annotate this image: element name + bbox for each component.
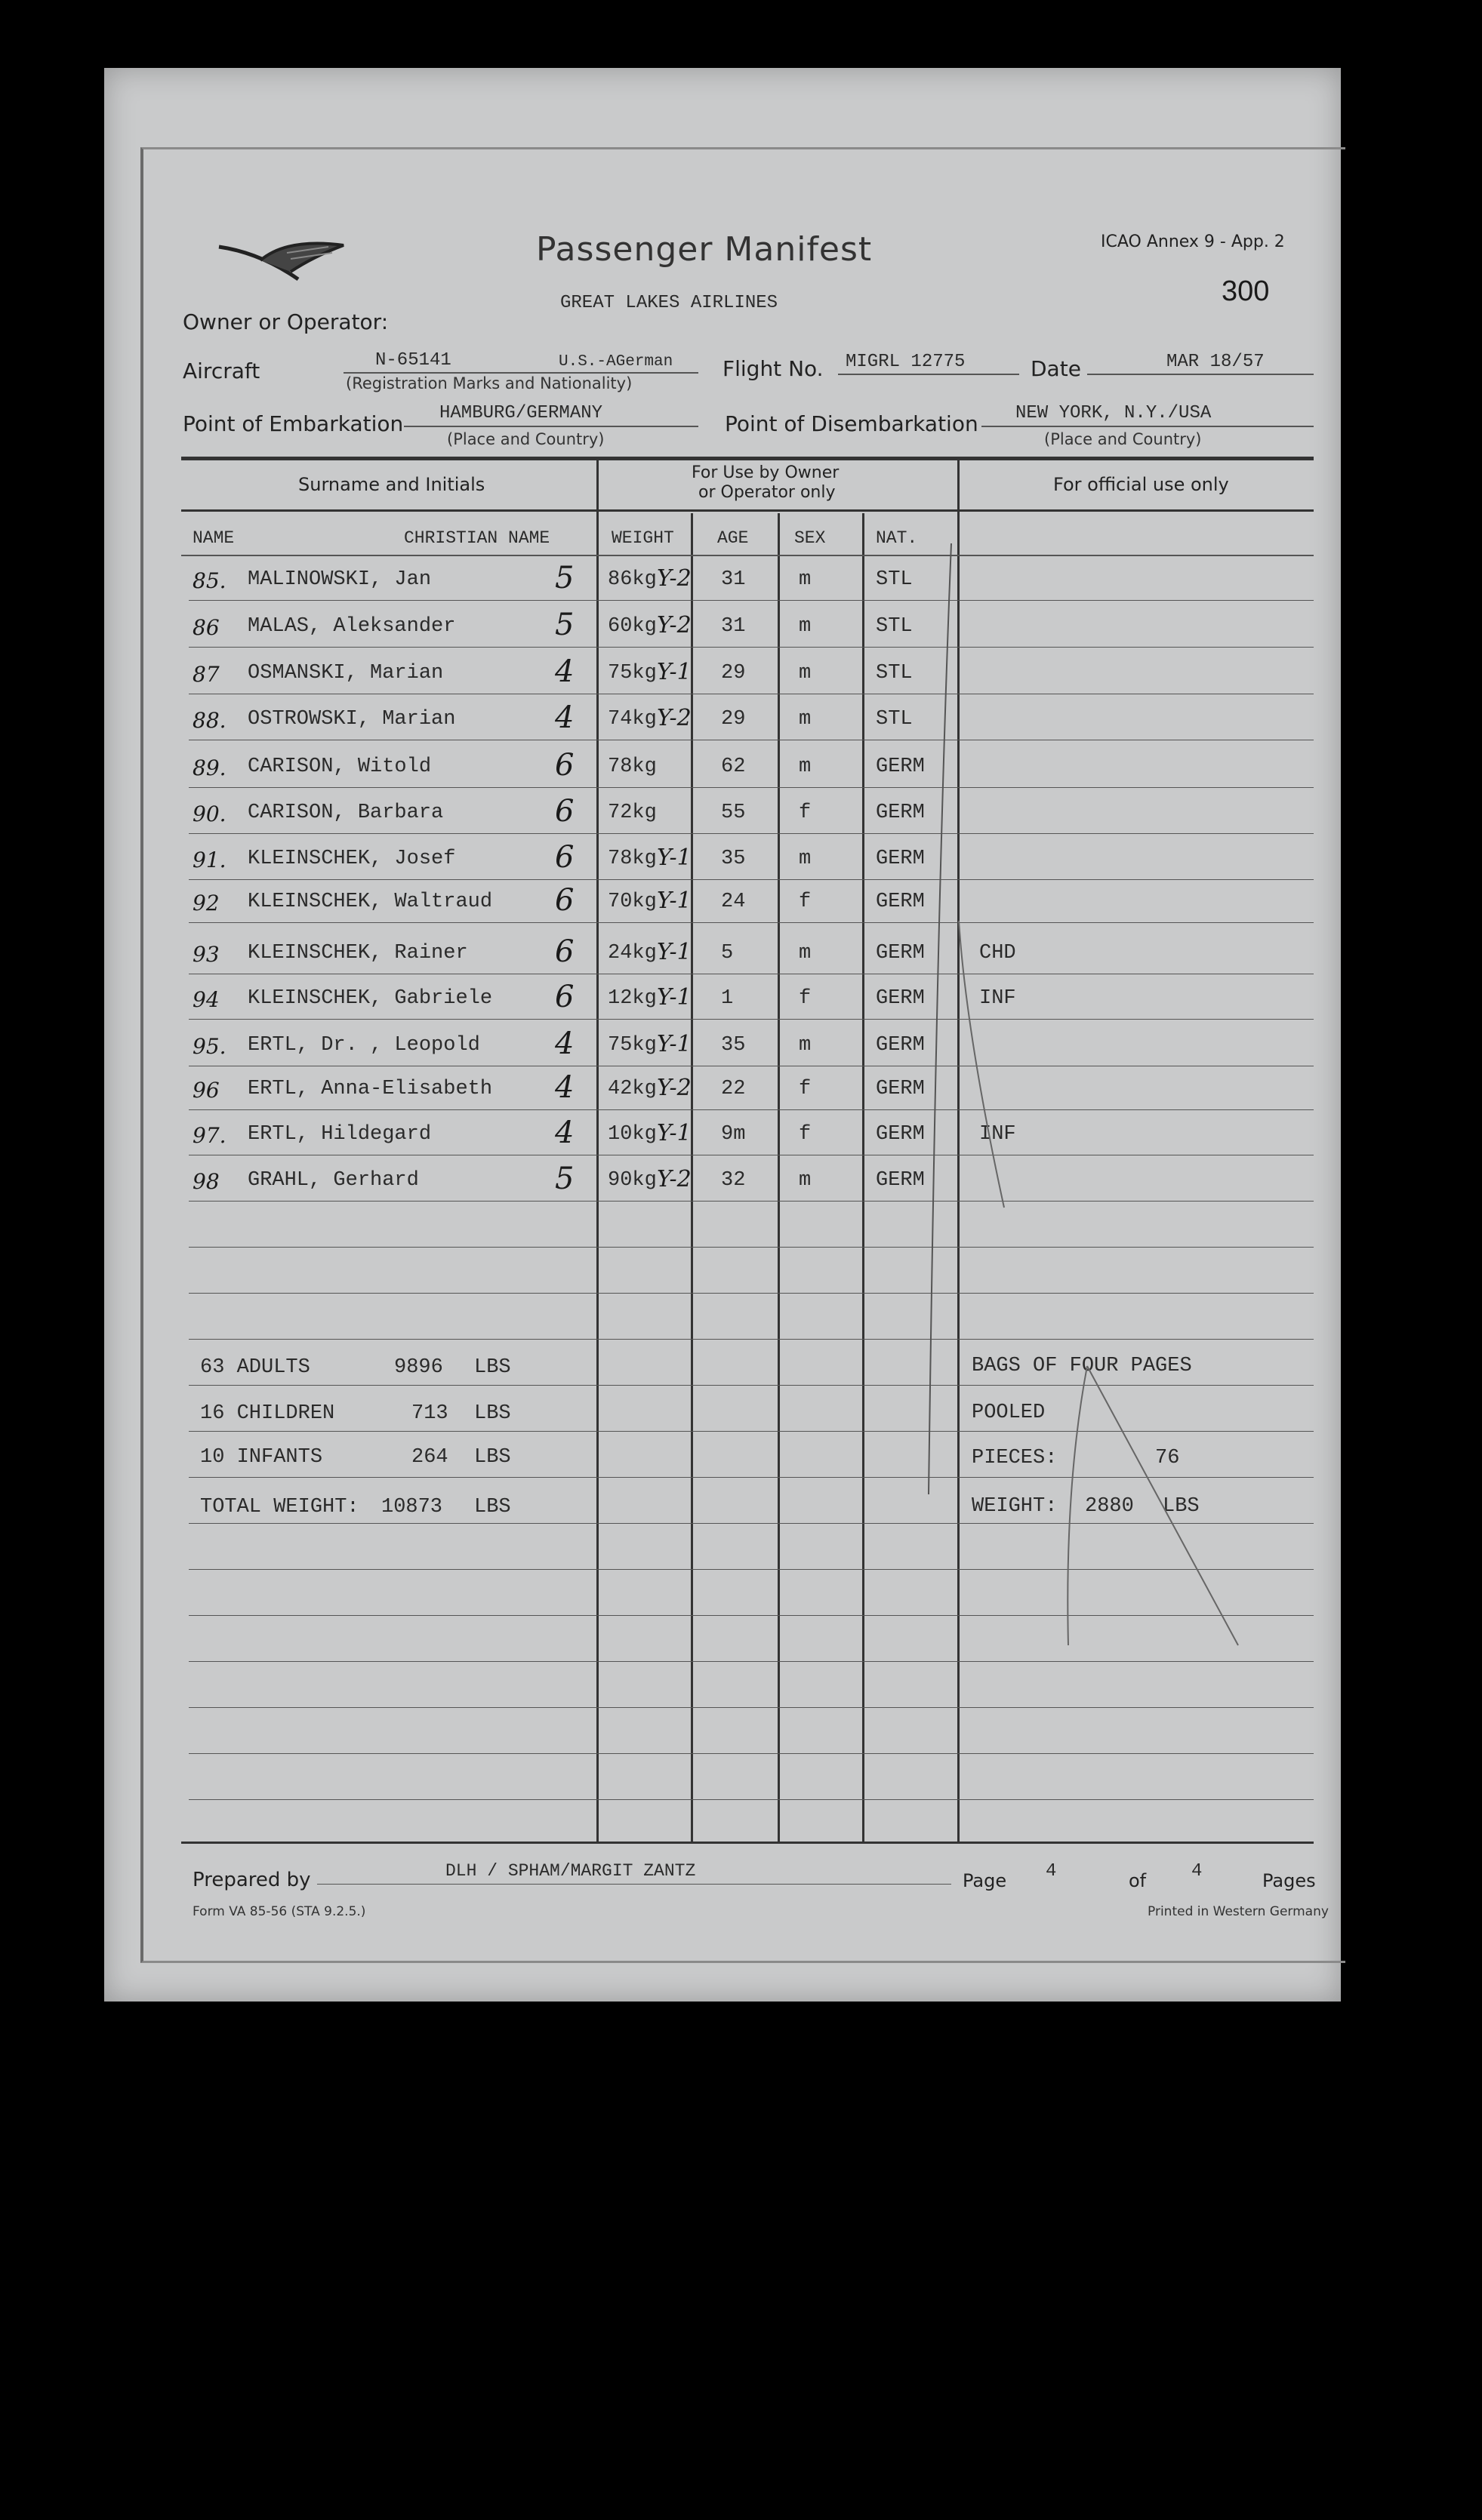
passenger-weight: 78kg: [608, 755, 657, 778]
passenger-sex: m: [799, 848, 812, 870]
passenger-nat: STL: [876, 662, 913, 685]
passenger-age: 62: [721, 755, 746, 778]
baggage-mark: 5: [555, 1162, 575, 1196]
official-header: For official use only: [1053, 474, 1229, 495]
passenger-sex: f: [799, 987, 812, 1010]
passenger-number: 90.: [193, 802, 226, 826]
passenger-age: 29: [721, 662, 746, 685]
passenger-name: GRAHL, Gerhard: [248, 1169, 419, 1192]
weight-tally: Y-2: [657, 1166, 692, 1192]
passenger-nat: STL: [876, 615, 913, 638]
weight-tally: Y-1: [657, 1031, 692, 1057]
passenger-age: 32: [721, 1169, 746, 1192]
passenger-sex: m: [799, 662, 812, 685]
aircraft-nationality: U.S.-AGerman: [559, 353, 673, 371]
passenger-age: 29: [721, 708, 746, 731]
disembarkation-value: NEW YORK, N.Y./USA: [1015, 403, 1212, 423]
total-weight-value: 10873: [381, 1496, 443, 1518]
bags-weight-label: WEIGHT:: [972, 1495, 1058, 1518]
weight-tally: Y-2: [657, 565, 692, 592]
baggage-mark: 4: [555, 1070, 575, 1105]
children-weight: 713: [411, 1402, 448, 1425]
aircraft-label: Aircraft: [183, 358, 260, 383]
children-count: 16 CHILDREN: [200, 1402, 335, 1425]
owner-use-rule: [596, 509, 959, 512]
passenger-number: 91.: [193, 848, 226, 872]
bags-line: BAGS OF FOUR PAGES: [972, 1355, 1192, 1377]
table-top-rule: [181, 457, 1314, 460]
official-note: INF: [979, 987, 1016, 1010]
weight-tally: Y-2: [657, 1075, 692, 1101]
passenger-nat: GERM: [876, 987, 925, 1010]
col-divider-age: [778, 513, 780, 1842]
passenger-weight: 86kg: [608, 568, 657, 591]
passenger-sex: m: [799, 708, 812, 731]
passenger-weight: 75kg: [608, 1034, 657, 1057]
passenger-name: KLEINSCHEK, Gabriele: [248, 987, 493, 1010]
icao-annex-label: ICAO Annex 9 - App. 2: [1101, 232, 1285, 251]
total-weight-unit: LBS: [474, 1496, 511, 1518]
passenger-sex: m: [799, 1169, 812, 1192]
passenger-sex: f: [799, 891, 812, 913]
page-value: 4: [1046, 1861, 1057, 1882]
date-label: Date: [1031, 356, 1081, 381]
embarkation-underline: [404, 426, 698, 427]
passenger-age: 22: [721, 1078, 746, 1100]
passenger-age: 31: [721, 615, 746, 638]
date-value: MAR 18/57: [1166, 352, 1265, 372]
passenger-age: 5: [721, 942, 734, 965]
weight-tally: Y-1: [657, 845, 692, 871]
baggage-mark: 4: [555, 1026, 575, 1061]
infants-unit: LBS: [474, 1446, 511, 1469]
weight-tally: Y-1: [657, 888, 692, 914]
date-underline: [1087, 374, 1314, 375]
owner-value: GREAT LAKES AIRLINES: [560, 293, 778, 313]
passenger-name: MALINOWSKI, Jan: [248, 568, 432, 591]
passenger-name: KLEINSCHEK, Josef: [248, 848, 456, 870]
page-number: 300: [1222, 275, 1270, 307]
weight-tally: Y-1: [657, 1120, 692, 1146]
passenger-sex: m: [799, 942, 812, 965]
passenger-weight: 42kg: [608, 1078, 657, 1100]
airline-crane-logo: [215, 230, 347, 287]
official-note: CHD: [979, 942, 1016, 965]
passenger-number: 98: [193, 1169, 220, 1194]
passenger-name: MALAS, Aleksander: [248, 615, 456, 638]
flight-label: Flight No.: [723, 356, 824, 381]
col-divider-name: [596, 460, 599, 1842]
blank-rule: [189, 1753, 1314, 1754]
passenger-sex: f: [799, 1123, 812, 1146]
registration-caption: (Registration Marks and Nationality): [346, 374, 633, 392]
passenger-nat: GERM: [876, 1078, 925, 1100]
total-weight-label: TOTAL WEIGHT:: [200, 1496, 359, 1518]
passenger-sex: m: [799, 568, 812, 591]
passenger-name: OSMANSKI, Marian: [248, 662, 444, 685]
embarkation-label: Point of Embarkation: [183, 411, 404, 436]
passenger-age: 1: [721, 987, 734, 1010]
passenger-age: 35: [721, 848, 746, 870]
passenger-nat: GERM: [876, 1169, 925, 1192]
adults-unit: LBS: [474, 1356, 511, 1379]
passenger-number: 97.: [193, 1123, 226, 1148]
passenger-nat: GERM: [876, 1034, 925, 1057]
disembarkation-label: Point of Disembarkation: [725, 411, 978, 436]
baggage-mark: 6: [555, 794, 575, 829]
embarkation-caption: (Place and Country): [447, 430, 605, 448]
of-value: 4: [1191, 1861, 1203, 1882]
passenger-weight: 12kg: [608, 987, 657, 1010]
blank-rule: [189, 1799, 1314, 1800]
passenger-number: 86: [193, 615, 220, 640]
prepared-underline: [317, 1884, 951, 1885]
infants-weight: 264: [411, 1446, 448, 1469]
col-header-name: NAME: [193, 528, 235, 548]
passenger-nat: GERM: [876, 1123, 925, 1146]
embarkation-value: HAMBURG/GERMANY: [439, 403, 603, 423]
flight-underline: [838, 374, 1019, 375]
aircraft-registration: N-65141: [375, 350, 451, 371]
form-id: Form VA 85-56 (STA 9.2.5.): [193, 1904, 366, 1919]
passenger-nat: GERM: [876, 942, 925, 965]
passenger-number: 95.: [193, 1034, 226, 1059]
passenger-name: CARISON, Barbara: [248, 802, 444, 824]
bags-weight-unit: LBS: [1163, 1495, 1200, 1518]
passenger-sex: f: [799, 802, 812, 824]
passenger-age: 35: [721, 1034, 746, 1057]
surname-header: Surname and Initials: [298, 474, 485, 495]
passenger-sex: m: [799, 615, 812, 638]
bags-pieces-label: PIECES:: [972, 1447, 1058, 1469]
bags-weight-value: 2880: [1085, 1495, 1134, 1518]
passenger-weight: 74kg: [608, 708, 657, 731]
passenger-number: 89.: [193, 755, 226, 780]
passenger-sex: f: [799, 1078, 812, 1100]
blank-rule: [189, 1661, 1314, 1662]
disembarkation-caption: (Place and Country): [1044, 430, 1202, 448]
passenger-weight: 60kg: [608, 615, 657, 638]
passenger-number: 88.: [193, 708, 226, 733]
weight-tally: Y-1: [657, 939, 692, 965]
baggage-mark: 6: [555, 748, 575, 783]
passenger-number: 92: [193, 891, 220, 915]
baggage-mark: 6: [555, 840, 575, 875]
baggage-mark: 5: [555, 561, 575, 595]
passenger-weight: 70kg: [608, 891, 657, 913]
footer-top-rule: [181, 1842, 1314, 1844]
passenger-number: 93: [193, 942, 220, 967]
owner-use-header-2: or Operator only: [698, 483, 836, 502]
passenger-number: 94: [193, 987, 220, 1012]
passenger-weight: 78kg: [608, 848, 657, 870]
passenger-weight: 24kg: [608, 942, 657, 965]
bags-pooled: POOLED: [972, 1402, 1046, 1424]
passenger-sex: m: [799, 1034, 812, 1057]
baggage-mark: 6: [555, 934, 575, 969]
baggage-mark: 4: [555, 654, 575, 689]
passenger-name: OSTROWSKI, Marian: [248, 708, 456, 731]
passenger-name: ERTL, Anna-Elisabeth: [248, 1078, 493, 1100]
col-divider-sex: [862, 513, 864, 1842]
passenger-age: 24: [721, 891, 746, 913]
weight-tally: Y-1: [657, 984, 692, 1011]
weight-tally: Y-2: [657, 612, 692, 638]
prepared-by-value: DLH / SPHAM/MARGIT ZANTZ: [445, 1861, 696, 1881]
blank-rule: [189, 1707, 1314, 1708]
passenger-name: ERTL, Hildegard: [248, 1123, 432, 1146]
passenger-nat: GERM: [876, 755, 925, 778]
pencil-strike-lines: [906, 543, 1283, 1660]
page-label: Page: [963, 1870, 1007, 1891]
passenger-nat: GERM: [876, 802, 925, 824]
passenger-nat: GERM: [876, 891, 925, 913]
disembarkation-underline: [981, 426, 1314, 427]
baggage-mark: 5: [555, 608, 575, 642]
children-unit: LBS: [474, 1402, 511, 1425]
passenger-age: 9m: [721, 1123, 746, 1146]
passenger-name: ERTL, Dr. , Leopold: [248, 1034, 480, 1057]
baggage-mark: 6: [555, 883, 575, 918]
passenger-name: KLEINSCHEK, Waltraud: [248, 891, 493, 913]
passenger-weight: 72kg: [608, 802, 657, 824]
passenger-nat: GERM: [876, 848, 925, 870]
col-header-sex: SEX: [794, 528, 826, 548]
of-label: of: [1129, 1870, 1147, 1891]
passenger-nat: STL: [876, 568, 913, 591]
printed-in: Printed in Western Germany: [1148, 1904, 1329, 1919]
weight-tally: Y-2: [657, 705, 692, 731]
passenger-name: KLEINSCHEK, Rainer: [248, 942, 468, 965]
weight-tally: Y-1: [657, 659, 692, 685]
passenger-name: CARISON, Witold: [248, 755, 432, 778]
passenger-number: 85.: [193, 568, 226, 593]
passenger-weight: 75kg: [608, 662, 657, 685]
adults-count: 63 ADULTS: [200, 1356, 310, 1379]
baggage-mark: 4: [555, 1115, 575, 1150]
passenger-age: 31: [721, 568, 746, 591]
bags-pieces-value: 76: [1155, 1447, 1180, 1469]
passenger-age: 55: [721, 802, 746, 824]
passenger-number: 96: [193, 1078, 220, 1103]
passenger-number: 87: [193, 662, 220, 687]
adults-weight: 9896: [394, 1356, 443, 1379]
official-note: INF: [979, 1123, 1016, 1146]
prepared-by-label: Prepared by: [193, 1869, 311, 1891]
passenger-weight: 10kg: [608, 1123, 657, 1146]
flight-number: MIGRL 12775: [846, 352, 966, 372]
baggage-mark: 4: [555, 700, 575, 735]
pages-label: Pages: [1262, 1870, 1316, 1891]
aircraft-underline: [344, 372, 698, 374]
col-header-nat: NAT.: [876, 528, 918, 548]
baggage-mark: 6: [555, 980, 575, 1014]
passenger-sex: m: [799, 755, 812, 778]
col-header-age: AGE: [717, 528, 749, 548]
infants-count: 10 INFANTS: [200, 1446, 323, 1469]
passenger-weight: 90kg: [608, 1169, 657, 1192]
col-header-weight: WEIGHT: [612, 528, 674, 548]
owner-label: Owner or Operator:: [183, 309, 389, 334]
col-header-christian-name: CHRISTIAN NAME: [404, 528, 550, 548]
passenger-nat: STL: [876, 708, 913, 731]
owner-use-header-1: For Use by Owner: [692, 463, 840, 482]
form-title: Passenger Manifest: [536, 230, 873, 269]
